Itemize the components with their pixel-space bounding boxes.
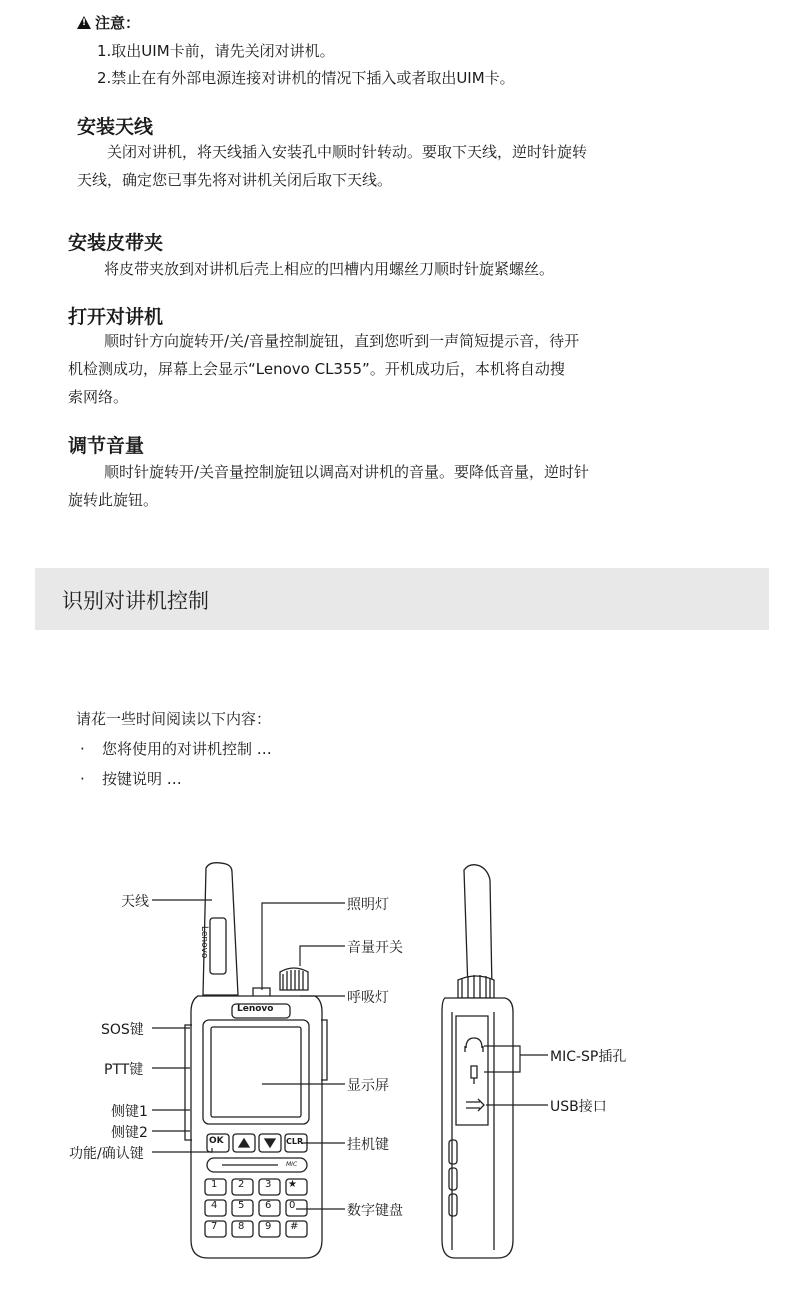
section-body-antenna (77, 138, 587, 194)
key-0: 0 (289, 1200, 296, 1211)
band-title: 识别对讲机控制 (62, 589, 209, 613)
key-8: 8 (238, 1221, 245, 1232)
section-title-power-on: 打开对讲机 (68, 306, 164, 328)
label-ptt: PTT键 (104, 1062, 144, 1078)
notice-item-1: 1.取出UIM卡前，请先关闭对讲机。 (97, 42, 335, 60)
side-antenna (464, 865, 492, 990)
section-body-volume (68, 458, 589, 514)
notice-heading (77, 12, 140, 33)
section-body-power-on (68, 327, 579, 411)
bullet-dot: · (80, 740, 85, 758)
key-9: 9 (265, 1221, 272, 1232)
ok-key: OK (209, 1136, 224, 1146)
belt-clip-line-1: 将皮带夹放到对讲机后壳上相应的凹槽内用螺丝刀顺时针旋紧螺丝。 (104, 260, 555, 278)
key-1: 1 (211, 1179, 218, 1190)
label-volume-switch: 音量开关 (347, 940, 403, 956)
label-usb: USB接口 (550, 1099, 607, 1115)
antenna-line-1: 关闭对讲机，将天线插入安装孔中顺时针转动。要取下天线，逆时针旋转 (107, 143, 588, 161)
intro-bullet-2 (80, 768, 182, 789)
bullet-text: 您将使用的对讲机控制 … (102, 740, 272, 758)
side-knob (458, 976, 494, 998)
warning-icon: ! (77, 16, 91, 29)
volume-line-2: 旋转此旋钮。 (68, 491, 159, 509)
label-func: 功能/确认键 (69, 1146, 144, 1162)
section-body-belt-clip (68, 255, 554, 283)
power-on-line-2: 机检测成功，屏幕上会显示“Lenovo CL355”。开机成功后，本机将自动搜 (68, 360, 565, 378)
label-mic-sp: MIC-SP插孔 (550, 1049, 627, 1065)
intro-bullet-1 (80, 738, 272, 759)
label-side2: 侧键2 (111, 1125, 148, 1141)
notice-item-2: 2.禁止在有外部电源连接对讲机的情况下插入或者取出UIM卡。 (97, 69, 515, 87)
section-title-volume: 调节音量 (68, 435, 145, 457)
key-3: 3 (265, 1179, 272, 1190)
key-star: ★ (288, 1179, 297, 1190)
key-6: 6 (265, 1200, 272, 1211)
key-hash: # (290, 1221, 299, 1232)
section-title-belt-clip: 安装皮带夹 (68, 232, 164, 254)
section-title-antenna: 安装天线 (77, 116, 154, 138)
key-7: 7 (211, 1221, 218, 1232)
key-5: 5 (238, 1200, 245, 1211)
volume-line-1: 顺时针旋转开/关音量控制旋钮以调高对讲机的音量。要降低音量，逆时针 (104, 463, 590, 481)
label-display: 显示屏 (347, 1078, 389, 1094)
label-breath-light: 呼吸灯 (347, 990, 389, 1006)
front-brand: Lenovo (237, 1004, 274, 1014)
side-view (442, 865, 513, 1258)
label-keypad: 数字键盘 (347, 1203, 403, 1219)
bullet-text: 按键说明 … (102, 770, 182, 788)
power-on-line-1: 顺时针方向旋转开/关/音量控制旋钮，直到您听到一声简短提示音，待开 (104, 332, 580, 350)
label-side1: 侧键1 (111, 1104, 148, 1120)
mic-label: MIC (286, 1161, 298, 1168)
antenna-logo-plate (210, 918, 226, 974)
volume-knob (280, 968, 308, 990)
antenna-line-2: 天线，确定您已事先将对讲机关闭后取下天线。 (77, 171, 393, 189)
label-hangup: 挂机键 (347, 1137, 389, 1153)
power-on-line-3: 索网络。 (68, 388, 129, 406)
bullet-dot: · (80, 770, 85, 788)
front-view (185, 863, 327, 1258)
antenna-brand: Lenovo (199, 926, 209, 959)
label-antenna: 天线 (121, 894, 149, 910)
key-4: 4 (211, 1200, 218, 1211)
intro-lead: 请花一些时间阅读以下内容： (76, 710, 272, 728)
label-light: 照明灯 (347, 897, 389, 913)
label-sos: SOS键 (101, 1022, 144, 1038)
notice-title: 注意： (95, 14, 141, 32)
clr-key: CLR (286, 1137, 304, 1146)
key-2: 2 (238, 1179, 245, 1190)
